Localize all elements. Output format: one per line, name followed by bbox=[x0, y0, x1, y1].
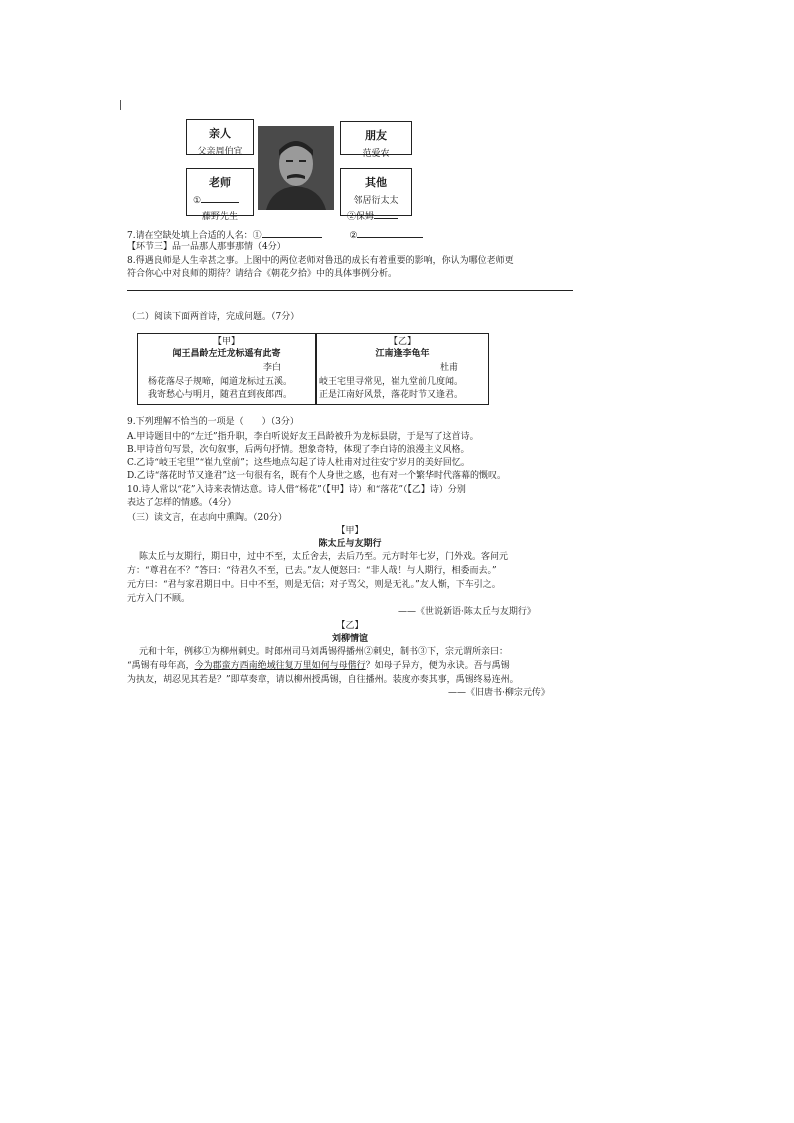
part2-title: （二）阅读下面两首诗，完成问题。（7分） bbox=[127, 312, 300, 322]
text-a-line-3: 元方曰：“君与家君期日中。日中不至，则是无信；对子骂父，则是无礼。”友人惭，下车引之。 bbox=[127, 580, 501, 590]
poem-table bbox=[137, 333, 489, 405]
text-b-line-3: 为执友，胡忍见其若是？”即草奏章，请以柳州授禹锡，自往播州。装度亦奏其事，禹锡终易连州。 bbox=[127, 675, 519, 685]
poem-a-title: 闻王昌龄左迁龙标遥有此寄 bbox=[172, 349, 281, 359]
text-b-tag: 【乙】 bbox=[336, 621, 364, 631]
text-b-source: ——《旧唐书·柳宗元传》 bbox=[448, 688, 550, 698]
q9-option-c[interactable]: C.乙诗“岐王宅里”“崔九堂前”；这些地点勾起了诗人杜甫对过往安宁岁月的美好回忆。 bbox=[127, 458, 470, 468]
poem-b-tag: 【乙】 bbox=[388, 337, 416, 347]
other-blank-mark: ②保姆 bbox=[347, 212, 375, 222]
family-box bbox=[186, 119, 254, 155]
text-b-line-1: 元和十年，例移①为柳州刺史。时郎州司马刘禹锡得播州②刺史，制书③下，宗元谓所亲曰： bbox=[139, 647, 509, 657]
teacher-title: 老师 bbox=[209, 176, 231, 189]
q9-stem: 9.下列理解不恰当的一项是（ ）（3分） bbox=[127, 417, 299, 427]
q8-line-1: 8.得遇良师是人生幸甚之事。上图中的两位老师对鲁迅的成长有着重要的影响，你认为哪位老师更 bbox=[127, 256, 514, 266]
poem-a-line-1: 杨花落尽子规啼，闻道龙标过五溪。 bbox=[148, 377, 293, 387]
other-detail: 邻居衍太太 bbox=[353, 196, 399, 206]
family-detail: 父亲周伯宜 bbox=[197, 147, 243, 157]
poem-b-line-1: 岐王宅里寻常见，崔九堂前几度闻。 bbox=[319, 377, 464, 387]
other-box bbox=[340, 168, 412, 222]
other-blank[interactable] bbox=[374, 209, 398, 219]
poem-b bbox=[317, 334, 488, 404]
section3-title: 【环节三】品一品那人那事那情（4分） bbox=[127, 242, 286, 252]
q10-line-2: 表达了怎样的情感。（4分） bbox=[127, 498, 237, 508]
text-b-line-2-pre: “禹锡有母年高， bbox=[127, 661, 195, 671]
poem-a-line-2: 我寄愁心与明月，随君直到夜郎西。 bbox=[148, 390, 293, 400]
text-b-line-2 bbox=[127, 660, 510, 673]
portrait-image bbox=[258, 126, 334, 210]
friend-title: 朋友 bbox=[365, 129, 387, 142]
teacher-detail: 藤野先生 bbox=[201, 212, 238, 222]
friend-detail: 范爱农 bbox=[362, 149, 390, 159]
text-a-line-2: 方：“尊君在不？”答曰：“待君久不至，已去。”友人便怒曰：“非人哉！与人期行，相委而去。” bbox=[127, 566, 497, 576]
friend-box bbox=[340, 121, 412, 159]
text-a-line-1: 陈太丘与友期行，期日中，过中不至，太丘舍去，去后乃至。元方时年七岁，门外戏。客问元 bbox=[139, 552, 509, 562]
poem-a bbox=[138, 334, 315, 404]
teacher-box bbox=[186, 168, 254, 222]
poem-b-line-2: 正是江南好风景，落花时节又逢君。 bbox=[319, 390, 464, 400]
other-title: 其他 bbox=[365, 176, 387, 189]
text-a-source: ——《世说新语·陈太丘与友期行》 bbox=[398, 607, 536, 617]
margin-mark bbox=[120, 100, 121, 110]
q8-answer-line[interactable] bbox=[127, 290, 573, 291]
q8-line-2: 符合你心中对良师的期待？请结合《朝花夕拾》中的具体事例分析。 bbox=[127, 269, 398, 279]
teacher-blank[interactable] bbox=[201, 193, 239, 203]
text-b-line-2-post: ？如母子异方，便为永诀。吾与禹锡 bbox=[365, 661, 510, 671]
q10-line-1: 10.诗人常以“花”入诗来表情达意。诗人借“杨花”（【甲】诗）和“落花”（【乙】诗）分别 bbox=[127, 485, 466, 495]
text-a-line-4: 元方入门不顾。 bbox=[127, 594, 191, 604]
q9-option-d[interactable]: D.乙诗“落花时节又逢君”这一句很有名，既有个人身世之感，也有对一个繁华时代落幕的慨叹。 bbox=[127, 471, 506, 481]
q9-option-a[interactable]: A.甲诗题目中的“左迁”指升职，李白听说好友王昌龄被升为龙标县尉，于是写了这首诗。 bbox=[127, 432, 479, 442]
text-b-underlined-sentence: 今为郡蛮方西南绝域往复万里如何与母偕行 bbox=[194, 661, 366, 671]
poem-a-author: 李白 bbox=[263, 363, 282, 373]
q7-mark-2: ② bbox=[349, 231, 358, 241]
part3-title: （三）读文言，在志向中熏陶。（20分） bbox=[127, 513, 287, 523]
q7-blank-1[interactable] bbox=[262, 228, 322, 238]
q9-option-b[interactable]: B.甲诗首句写景，次句叙事，后两句抒情。想象奇特，体现了李白诗的浪漫主义风格。 bbox=[127, 445, 470, 455]
text-b-title: 刘柳情谊 bbox=[331, 634, 368, 644]
poem-b-title: 江南逢李龟年 bbox=[375, 349, 430, 359]
q7-text: 7.请在空缺处填上合适的人名：① bbox=[127, 231, 262, 241]
text-a-title: 陈太丘与友期行 bbox=[318, 539, 382, 549]
q7-blank-2[interactable] bbox=[357, 228, 423, 238]
text-a-tag: 【甲】 bbox=[336, 526, 364, 536]
teacher-blank-mark: ① bbox=[193, 196, 202, 206]
poem-a-tag: 【甲】 bbox=[212, 337, 240, 347]
poem-b-author: 杜甫 bbox=[440, 363, 459, 373]
family-title: 亲人 bbox=[209, 127, 231, 140]
